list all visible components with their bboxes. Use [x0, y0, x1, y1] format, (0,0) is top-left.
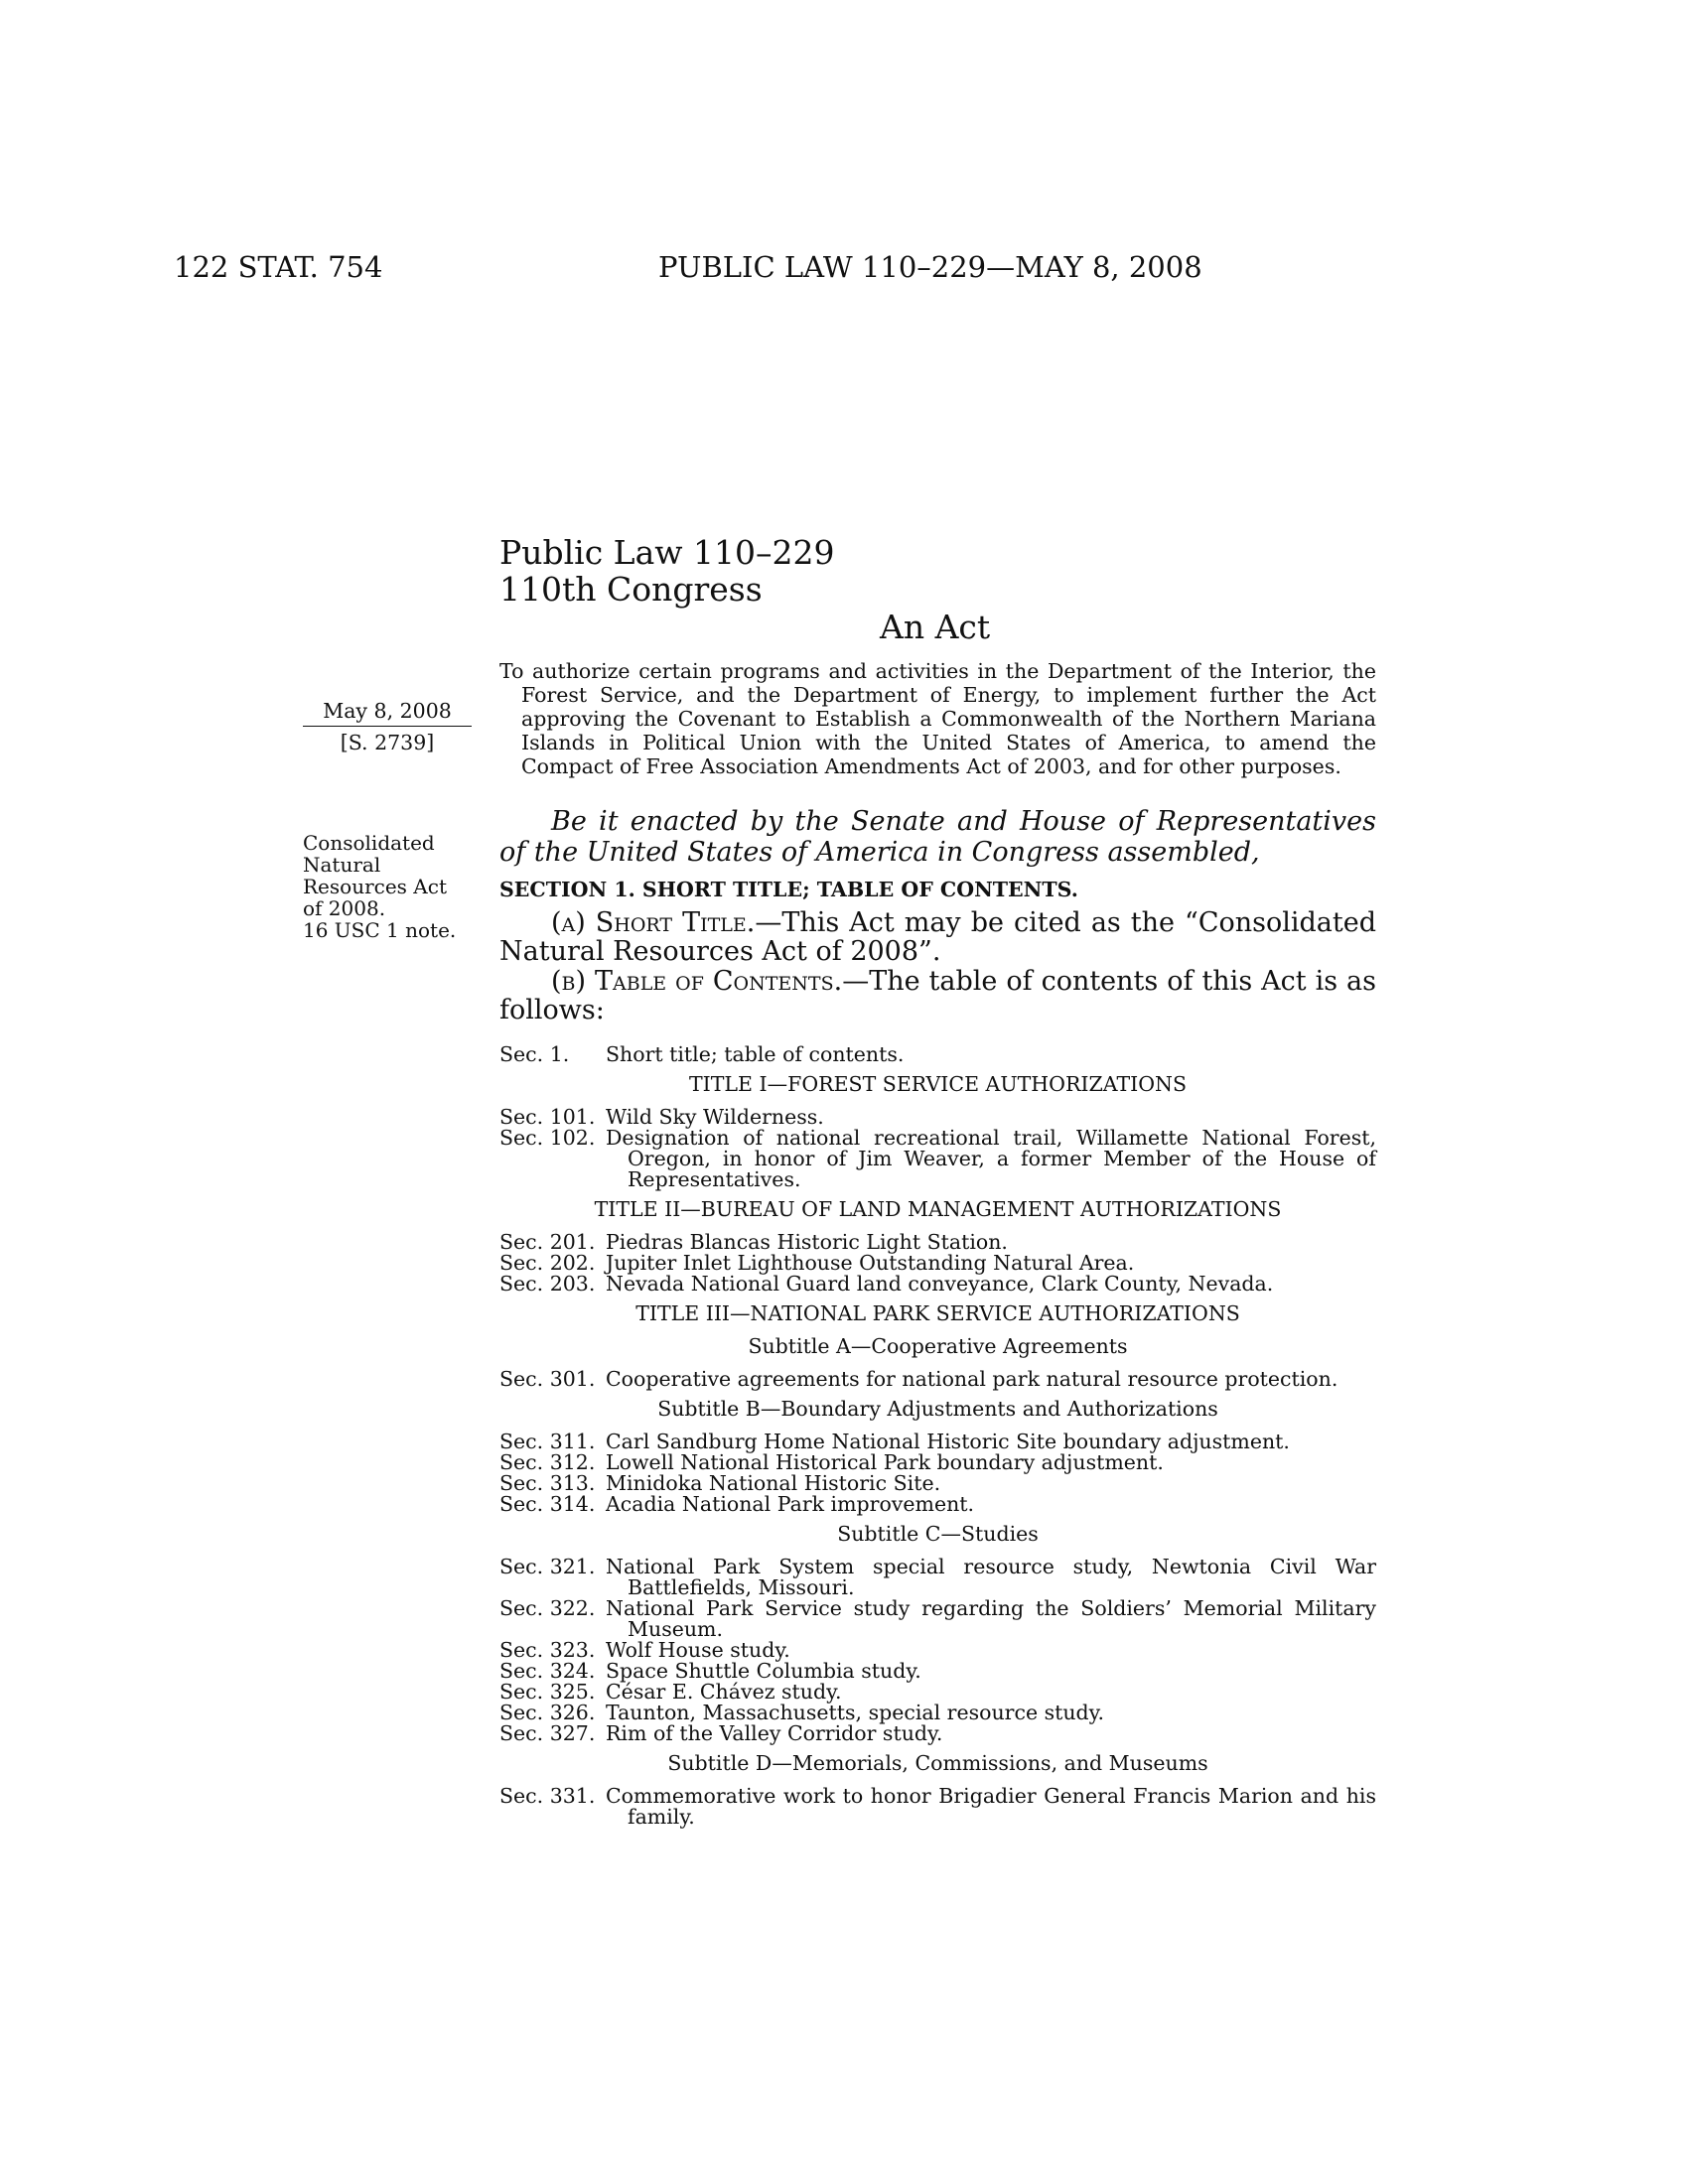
- toc-subtitle-heading: Subtitle C—Studies: [837, 1522, 1039, 1546]
- toc-row: [499, 1044, 1376, 1065]
- toc-row: [499, 1661, 1376, 1682]
- toc-row: [499, 1128, 1376, 1190]
- toc-section-number: Sec. 313.: [499, 1471, 596, 1495]
- toc-section-number: Sec. 324.: [499, 1659, 596, 1683]
- long-title-text: To authorize certain programs and activities in the Department of the Interior, the Forest Service, and the Department of Energy, to implement further the Act approving the Covenant to Establish a Commonwealth of the Northern Mariana Islands in Political Union with the United States of America, to amend the Compact of Free Association Amendments Act of 2003, and for other purposes.: [499, 659, 1376, 778]
- toc-row: [499, 1432, 1376, 1452]
- toc-row: [499, 1494, 1376, 1515]
- subsection-b: [499, 967, 1376, 1024]
- toc-section-number: Sec. 321.: [499, 1555, 596, 1578]
- toc-section-title: Jupiter Inlet Lighthouse Outstanding Natural Area.: [606, 1251, 1135, 1275]
- toc-section-title: Piedras Blancas Historic Light Station.: [606, 1230, 1008, 1254]
- toc-row: [499, 1232, 1376, 1253]
- toc-row: [499, 1682, 1376, 1703]
- running-title: PUBLIC LAW 110–229—MAY 8, 2008: [658, 250, 1202, 284]
- toc-section-title: National Park Service study regarding the Soldiers’ Memorial Military Museum.: [606, 1596, 1376, 1641]
- toc-row: [499, 1723, 1376, 1744]
- toc-section-title: Rim of the Valley Corridor study.: [606, 1721, 943, 1745]
- subsection-a-text: —This Act may be cited as the “Consolidated Natural Resources Act of 2008”.: [499, 907, 1376, 967]
- toc-section-number: Sec. 323.: [499, 1638, 596, 1662]
- toc-section-number: Sec. 325.: [499, 1680, 596, 1704]
- toc-section-number: Sec. 101.: [499, 1105, 596, 1129]
- section-1-heading: SECTION 1. SHORT TITLE; TABLE OF CONTENTS.: [499, 878, 1078, 901]
- enactment-date: May 8, 2008: [303, 699, 472, 727]
- toc-section-number: Sec. 102.: [499, 1126, 596, 1150]
- margin-note-short-title: [303, 832, 472, 941]
- toc-row: [499, 1274, 1376, 1295]
- margin-note-line: Consolidated: [303, 831, 435, 855]
- toc-row: [499, 1598, 1376, 1640]
- toc-subtitle-heading: Subtitle B—Boundary Adjustments and Authorizations: [657, 1397, 1218, 1421]
- toc-subtitle-heading: Subtitle A—Cooperative Agreements: [748, 1334, 1128, 1358]
- toc-section-number: Sec. 201.: [499, 1230, 596, 1254]
- margin-note-line: of 2008.: [303, 896, 386, 920]
- toc-section-number: Sec. 331.: [499, 1784, 596, 1808]
- toc-row: [499, 1473, 1376, 1494]
- subsection-b-label: (b) Table of Contents.: [551, 966, 843, 997]
- toc-title-heading: TITLE III—NATIONAL PARK SERVICE AUTHORIZATIONS: [635, 1301, 1240, 1325]
- toc-row: [499, 1557, 1376, 1598]
- toc-section-title: Wolf House study.: [606, 1638, 790, 1662]
- toc-section-number: Sec. 1.: [499, 1042, 570, 1066]
- enactment-date-box: [303, 699, 472, 754]
- margin-note-line: Natural: [303, 853, 381, 877]
- table-of-contents: [499, 1044, 1376, 1828]
- toc-section-title: Commemorative work to honor Brigadier General Francis Marion and his family.: [606, 1784, 1376, 1829]
- toc-section-title: Lowell National Historical Park boundary adjustment.: [606, 1450, 1164, 1474]
- toc-row: [499, 1369, 1376, 1390]
- toc-section-number: Sec. 311.: [499, 1430, 596, 1453]
- toc-section-title: Space Shuttle Columbia study.: [606, 1659, 921, 1683]
- toc-section-number: Sec. 327.: [499, 1721, 596, 1745]
- toc-section-number: Sec. 301.: [499, 1367, 596, 1391]
- toc-row: [499, 1640, 1376, 1661]
- toc-section-title: César E. Chávez study.: [606, 1680, 842, 1704]
- bill-number: [S. 2739]: [340, 731, 435, 754]
- subsection-a: [499, 908, 1376, 966]
- toc-section-title: Acadia National Park improvement.: [606, 1492, 975, 1516]
- toc-section-number: Sec. 312.: [499, 1450, 596, 1474]
- subsection-b-text: —The table of contents of this Act is as follows:: [499, 966, 1377, 1025]
- margin-note-line: 16 USC 1 note.: [303, 918, 457, 942]
- toc-section-title: Taunton, Massachusetts, special resource study.: [606, 1701, 1105, 1724]
- toc-section-number: Sec. 202.: [499, 1251, 596, 1275]
- toc-row: [499, 1786, 1376, 1828]
- enacting-clause: [499, 806, 1376, 868]
- toc-section-title: Designation of national recreational trail, Willamette National Forest, Oregon, in honor of Jim Weaver, a former Member of the House of Representatives.: [606, 1126, 1376, 1191]
- toc-subtitle-heading: Subtitle D—Memorials, Commissions, and Museums: [667, 1751, 1208, 1775]
- subsection-a-label: (a) Short Title.: [551, 907, 756, 938]
- toc-row: [499, 1107, 1376, 1128]
- toc-row: [499, 1703, 1376, 1723]
- toc-section-title: Carl Sandburg Home National Historic Site boundary adjustment.: [606, 1430, 1290, 1453]
- toc-section-title: Nevada National Guard land conveyance, Clark County, Nevada.: [606, 1272, 1274, 1296]
- toc-row: [499, 1253, 1376, 1274]
- stat-page-number: 122 STAT. 754: [174, 250, 383, 284]
- margin-note-line: Resources Act: [303, 875, 447, 898]
- toc-row: [499, 1452, 1376, 1473]
- toc-section-number: Sec. 203.: [499, 1272, 596, 1296]
- toc-section-title: Short title; table of contents.: [606, 1042, 905, 1066]
- toc-section-title: Minidoka National Historic Site.: [606, 1471, 941, 1495]
- long-title: [499, 659, 1376, 778]
- act-heading: An Act: [880, 608, 991, 646]
- toc-section-title: Cooperative agreements for national park natural resource protection.: [606, 1367, 1338, 1391]
- toc-section-title: National Park System special resource study, Newtonia Civil War Battlefields, Missouri.: [606, 1555, 1376, 1599]
- public-law-number: Public Law 110–229: [499, 533, 835, 572]
- enacting-clause-text: Be it enacted by the Senate and House of Representatives of the United States of America in Congress assembled,: [499, 806, 1376, 868]
- toc-title-heading: TITLE II—BUREAU OF LAND MANAGEMENT AUTHORIZATIONS: [594, 1197, 1282, 1221]
- toc-title-heading: TITLE I—FOREST SERVICE AUTHORIZATIONS: [688, 1072, 1188, 1096]
- congress-number: 110th Congress: [499, 570, 763, 609]
- toc-section-number: Sec. 322.: [499, 1596, 596, 1620]
- toc-section-title: Wild Sky Wilderness.: [606, 1105, 824, 1129]
- toc-section-number: Sec. 314.: [499, 1492, 596, 1516]
- toc-section-number: Sec. 326.: [499, 1701, 596, 1724]
